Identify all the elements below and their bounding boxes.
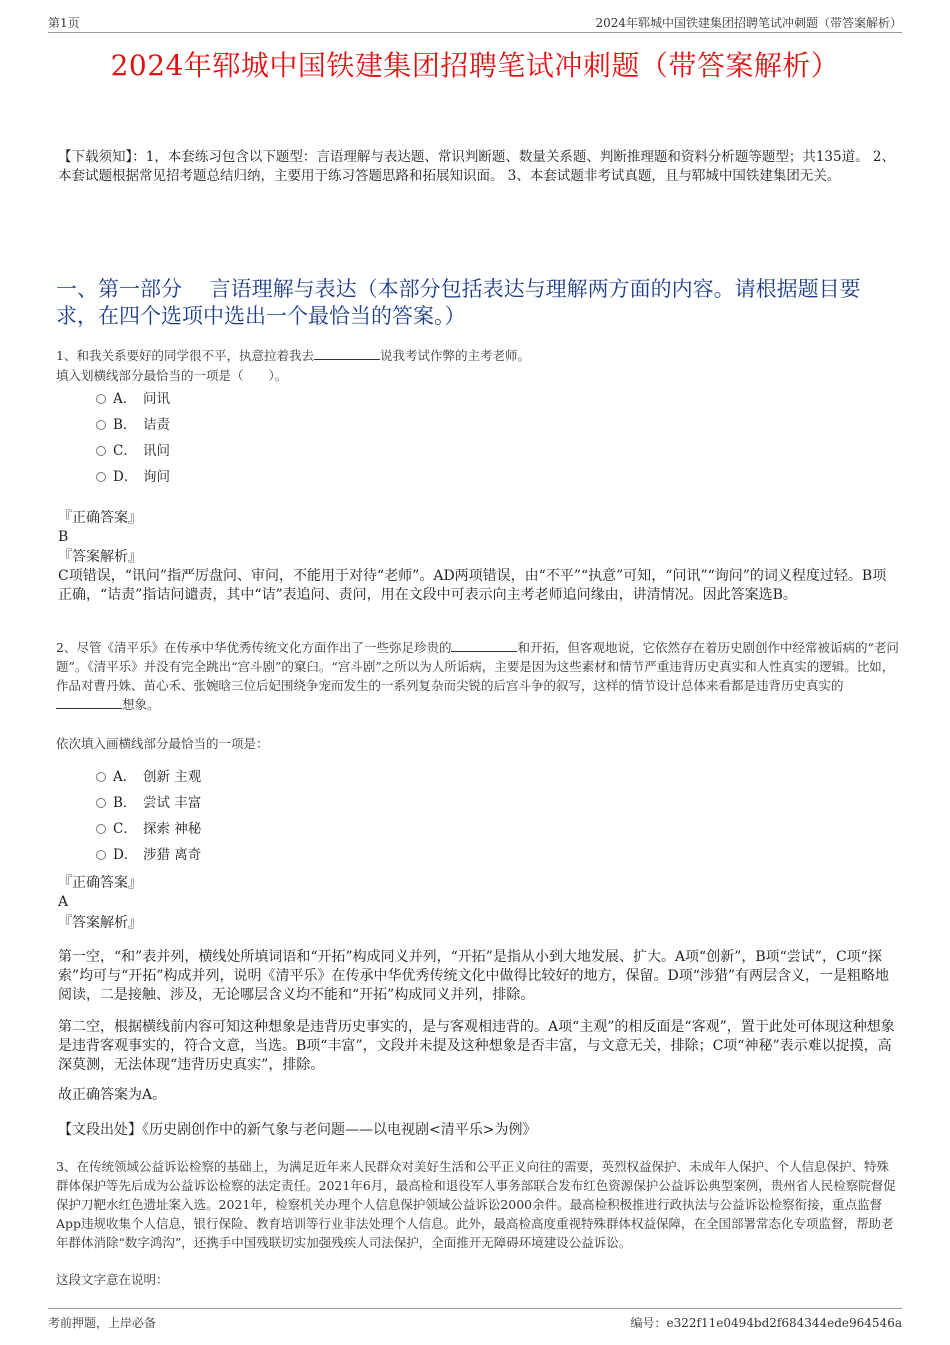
q2-source: 【文段出处】《历史剧创作中的新气象与老问题——以电视剧<清平乐>为例》 xyxy=(58,1122,537,1138)
q2-correct-answer: A xyxy=(58,894,69,910)
question-1-instruction: 填入划横线部分最恰当的一项是（ ）。 xyxy=(56,368,288,383)
q1-correct-answer: B xyxy=(58,529,69,545)
answer-blank xyxy=(314,347,380,360)
section-heading: 一、第一部分 言语理解与表达（本部分包括表达与理解两方面的内容。请根据题目要求，在四个选项中选出一个最恰当的答案。） xyxy=(56,277,861,328)
radio-icon[interactable] xyxy=(96,394,106,404)
q1-option-a[interactable]: A． 问讯 xyxy=(96,389,170,409)
header-doc-title: 2024年郓城中国铁建集团招聘笔试冲刺题（带答案解析） xyxy=(595,16,902,30)
radio-icon[interactable] xyxy=(96,798,106,808)
page-footer xyxy=(48,1308,902,1329)
q2-analysis-first-blank: 第一空，“和”表并列，横线处所填词语和“开拓”构成同义并列，“开拓”是指从小到大地发展、扩大。A项“创新”，B项“尝试”，C项“探索”均可与“开拓”构成并列，说明《清平乐》在传承中华优秀传统文化中做得比较好的地方，保留。D项“涉猎”有两层含义，一是粗略地阅读，二是接触、涉及，无论哪层含义均不能和“开拓”构成同义并列，排除。 xyxy=(58,949,890,1003)
q2-option-a[interactable]: A． 创新 主观 xyxy=(96,767,201,787)
q2-analysis-label: 『答案解析』 xyxy=(58,915,142,931)
footer-slogan: 考前押题，上岸必备 xyxy=(48,1316,157,1330)
q1-option-b[interactable]: B． 诘责 xyxy=(96,415,170,435)
q2-correct-label: 『正确答案』 xyxy=(58,875,142,891)
page-number: 第1页 xyxy=(48,16,80,30)
question-2-instruction: 依次填入画横线部分最恰当的一项是： xyxy=(56,736,269,751)
question-3-stem: 3、在传统领域公益诉讼检察的基础上，为满足近年来人民群众对美好生活和公平正义向往的需要，英烈权益保护、未成年人保护、个人信息保护、特殊群体保护等先后成为公益诉讼检察的法定责任。2021年6月，最高检和退役军人事务部联合发布红色资源保护公益诉讼典型案例，贵州省人民检察院督促保护刀靶水红色遗址案入选。2021年，检察机关办理个人信息保护领域公益诉讼2000余件。最高检积极推进行政执法与公益诉讼检察衔接，重点监督App违规收集个人信息，银行保险、教育培训等行业非法处理个人信息。此外，最高检高度重视特殊群体权益保障，在全国部署常态化专项监督，帮助老年群体消除“数字鸿沟”，还携手中国残联切实加强残疾人司法保护，全面推开无障碍环境建设公益诉讼。 xyxy=(56,1159,896,1250)
q2-analysis-second-blank: 第二空，根据横线前内容可知这种想象是违背历史事实的，是与客观相违背的。A项“主观”的相反面是“客观”，置于此处可体现这种想象是违背客观事实的，符合文意，当选。B项“丰富”，文段并未提及这种想象是否丰富，与文意无关，排除；C项“神秘”表示难以捉摸，高深莫测，无法体现“违背历史真实”，排除。 xyxy=(58,1019,895,1073)
radio-icon[interactable] xyxy=(96,824,106,834)
question-1-stem: 1、和我关系要好的同学很不平，执意拉着我去 说我考试作弊的主考老师。 xyxy=(56,348,530,363)
answer-blank xyxy=(451,639,517,652)
q2-option-b[interactable]: B． 尝试 丰富 xyxy=(96,793,201,813)
radio-icon[interactable] xyxy=(96,850,106,860)
q1-analysis: C项错误，“讯问”指严厉盘问、审问，不能用于对待“老师”。AD两项错误，由“不平”“执意”可知，“问讯”“询问”的词义程度过轻。B项正确，“诘责”指诘问谴责，其中“诘”表追问、责问，用在文段中可表示向主考老师追问缘由，讲清情况。因此答案选B。 xyxy=(58,568,887,603)
radio-icon[interactable] xyxy=(96,446,106,456)
answer-blank xyxy=(56,696,122,709)
document-code: 编号：e322f11e0494bd2f684344ede964546a xyxy=(630,1316,902,1330)
q1-option-c[interactable]: C． 讯问 xyxy=(96,441,170,461)
document-title: 2024年郓城中国铁建集团招聘笔试冲刺题（带答案解析） xyxy=(110,49,840,82)
q2-option-c[interactable]: C． 探索 神秘 xyxy=(96,819,201,839)
radio-icon[interactable] xyxy=(96,772,106,782)
question-3-instruction: 这段文字意在说明： xyxy=(56,1272,169,1287)
q2-conclusion: 故正确答案为A。 xyxy=(58,1087,167,1103)
download-notice: 【下载须知】：1，本套练习包含以下题型：言语理解与表达题、常识判断题、数量关系题、判断推理题和资料分析题等题型；共135道。 2、本套试题根据常见招考题总结归纳，主要用于练习答题思路和拓展知识面。 3、本套试题非考试真题，且与郓城中国铁建集团无关。 xyxy=(58,149,895,184)
q1-analysis-label: 『答案解析』 xyxy=(58,549,142,565)
page-header xyxy=(48,14,902,33)
radio-icon[interactable] xyxy=(96,420,106,430)
q1-correct-label: 『正确答案』 xyxy=(58,510,142,526)
radio-icon[interactable] xyxy=(96,472,106,482)
q1-option-d[interactable]: D． 询问 xyxy=(96,467,170,487)
question-2-stem: 2、尽管《清平乐》在传承中华优秀传统文化方面作出了一些弥足珍贵的 和开拓，但客观地说，它依然存在着历史剧创作中经常被诟病的“老问题”。《清平乐》并没有完全跳出“宫斗剧”的窠臼。“宫斗剧”之所以为人所诟病，主要是因为这些素材和情节严重违背历史真实和人性真实的逻辑。比如，作品对曹丹姝、苗心禾、张婉晗三位后妃围绕争宠而发生的一系列复杂而尖锐的后宫斗争的叙写，这样的情节设计总体来看都是违背历史真实的想象。 xyxy=(56,640,899,712)
q2-option-d[interactable]: D． 涉猎 离奇 xyxy=(96,845,201,865)
